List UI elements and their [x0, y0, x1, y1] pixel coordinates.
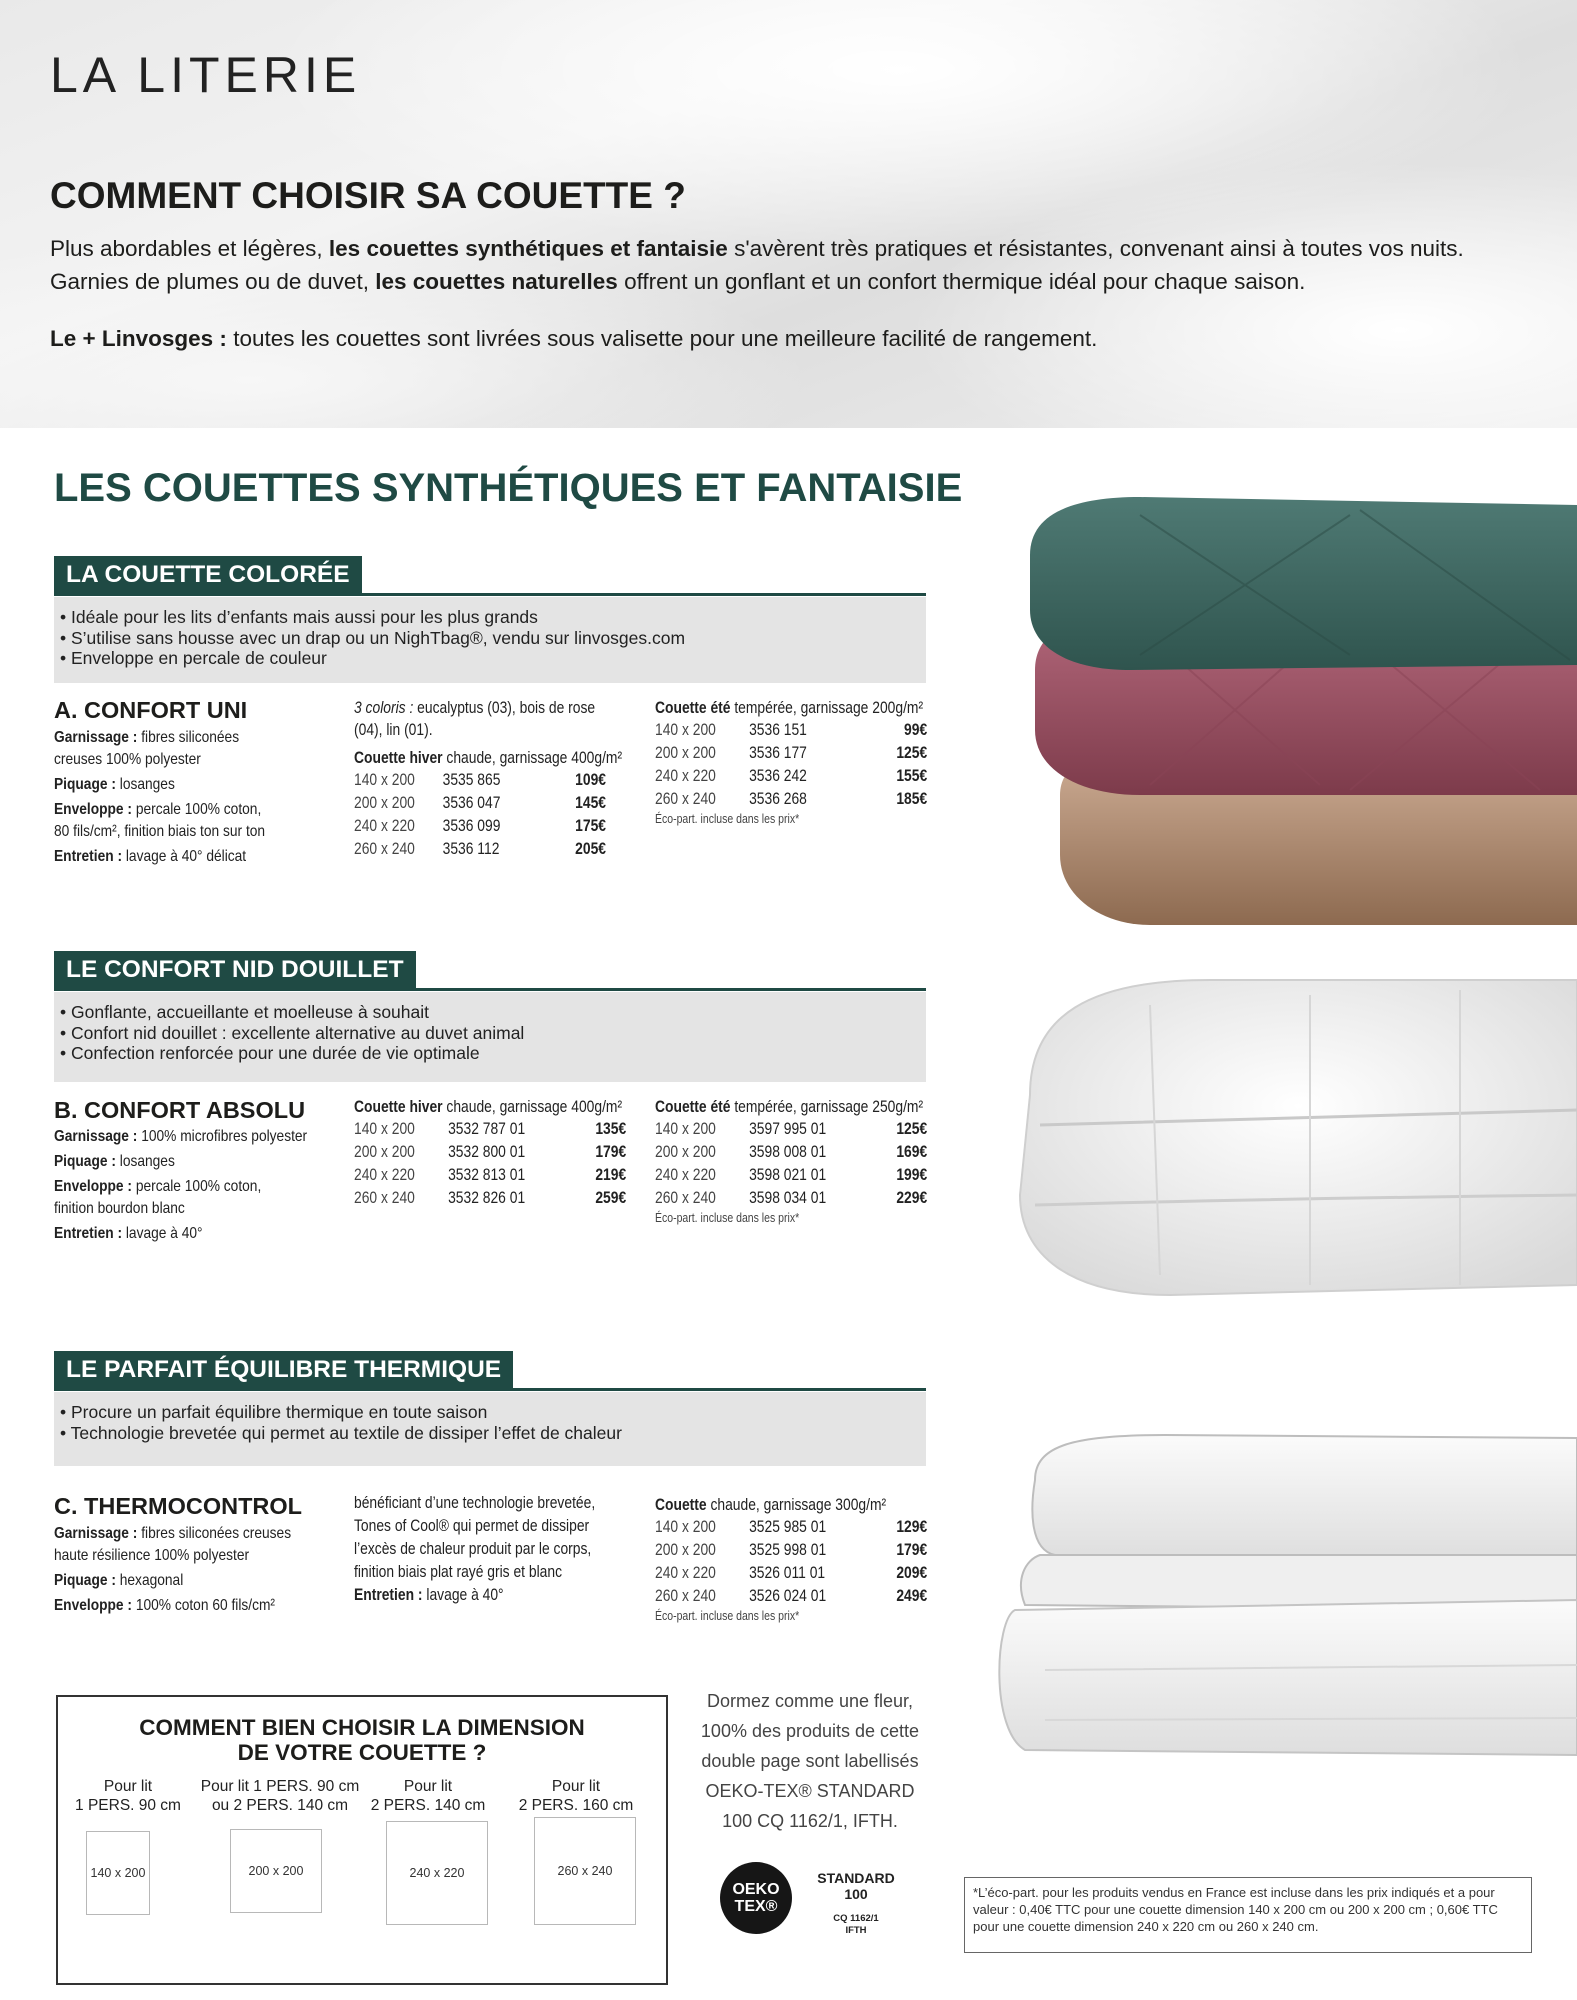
price-cell: 169€ — [896, 1143, 928, 1161]
standard-number: 100 — [844, 1886, 868, 1902]
size-cell: 240 x 220 — [354, 817, 415, 835]
size-cell: 260 x 240 — [655, 1587, 716, 1605]
table-header-rest: chaude, garnissage 400g/m² — [442, 1098, 623, 1116]
bed-width: 1 PERS. 90 cm — [75, 1797, 181, 1814]
feature-list — [54, 1392, 926, 1466]
table-row — [655, 1118, 927, 1141]
oeko-certificate — [808, 1913, 904, 1937]
table-row — [655, 1585, 927, 1608]
section-tag: LE CONFORT NID DOUILLET — [54, 951, 416, 989]
ref-cell: 3598 034 01 — [749, 1189, 827, 1207]
table-row — [354, 1164, 626, 1187]
main-title: LES COUETTES SYNTHÉTIQUES ET FANTAISIE — [54, 466, 963, 510]
spec-line — [54, 747, 312, 772]
price-cell: 199€ — [896, 1166, 928, 1184]
table-header — [655, 1494, 927, 1516]
spec-value: hexagonal — [115, 1572, 184, 1589]
price-cell: 179€ — [896, 1541, 928, 1559]
feature-item: • Idéale pour les lits d’enfants mais aussi pour les plus grands — [60, 607, 538, 627]
table-header — [655, 697, 927, 719]
oeko-logo-text: OEKO — [732, 1881, 780, 1898]
eco-part-note: Éco-part. incluse dans les prix* — [655, 1211, 800, 1225]
duvet-size-square: 260 x 240 — [534, 1817, 636, 1925]
price-cell: 145€ — [575, 794, 606, 812]
price-cell: 99€ — [904, 721, 928, 739]
feature-item: • Confection renforcée pour une durée de vie optimale — [60, 1043, 480, 1063]
size-cell: 240 x 220 — [354, 1166, 415, 1184]
spec-label: Piquage : — [54, 1153, 116, 1170]
bed-width: 2 PERS. 140 cm — [370, 1797, 486, 1814]
ref-cell: 3536 177 — [749, 744, 807, 762]
feature-list — [54, 597, 926, 683]
spec-line — [54, 1568, 312, 1593]
price-cell: 259€ — [595, 1189, 627, 1207]
spec-value: losanges — [115, 1153, 175, 1170]
price-cell: 175€ — [575, 817, 606, 835]
feature-item: • S’utilise sans housse avec un drap ou un NighTbag®, vendu sur linvosges.com — [60, 627, 686, 648]
table-row — [655, 1141, 927, 1164]
spec-value: creuses 100% polyester — [54, 751, 201, 768]
intro-paragraph — [50, 232, 1530, 298]
teal-duvet — [1030, 497, 1577, 670]
ref-cell: 3525 998 01 — [749, 1541, 827, 1559]
table-row — [354, 792, 606, 815]
size-cell: 140 x 200 — [655, 1518, 716, 1536]
size-cell: 240 x 220 — [655, 1564, 716, 1582]
eco-part-note: Éco-part. incluse dans les prix* — [655, 812, 800, 826]
spec-line — [54, 1196, 312, 1221]
size-guide-title-line: DE VOTRE COUETTE ? — [237, 1740, 487, 1765]
oeko-tex-statement: Dormez comme une fleur, 100% des produits de cette double page sont labellisés OEKO-TEX® STANDARD 100 CQ 1162/1, IFTH. — [700, 1691, 920, 1831]
spec-value: lavage à 40° délicat — [122, 848, 247, 865]
size-column — [58, 1777, 198, 1815]
table-row — [354, 769, 606, 792]
table-header-rest: chaude, garnissage 300g/m² — [706, 1496, 887, 1514]
spec-line — [54, 772, 312, 797]
price-table-winter — [354, 697, 623, 861]
certificate-number: CQ 1162/1 — [833, 1913, 879, 1924]
header-banner — [0, 0, 1577, 428]
white-duvet-image — [1010, 975, 1577, 1300]
size-column — [358, 1777, 498, 1815]
colored-duvets-image — [1020, 495, 1577, 925]
size-cell: 240 x 220 — [655, 767, 716, 785]
feature-item: • Confort nid douillet : excellente alternative au duvet animal — [60, 1022, 525, 1043]
thermocontrol-duvet-image — [985, 1430, 1577, 1760]
table-header-bold: Couette été — [655, 699, 731, 717]
table-row — [655, 719, 927, 742]
price-table — [655, 1118, 927, 1210]
spec-label: Garnissage : — [54, 1525, 138, 1542]
ref-cell: 3525 985 01 — [749, 1518, 827, 1536]
ref-cell: 3536 047 — [442, 794, 501, 812]
spec-value: losanges — [115, 776, 175, 793]
linvosges-plus — [50, 326, 1097, 352]
spec-line — [54, 1124, 312, 1149]
oeko-tex-logo — [720, 1862, 792, 1934]
size-cell: 240 x 220 — [655, 1166, 716, 1184]
size-cell: 200 x 200 — [655, 744, 716, 762]
price-cell: 219€ — [595, 1166, 627, 1184]
table-row — [655, 765, 927, 788]
size-cell: 140 x 200 — [655, 721, 716, 739]
size-cell: 140 x 200 — [354, 1120, 415, 1138]
spec-label: Enveloppe : — [54, 1178, 132, 1195]
table-row — [354, 838, 606, 861]
spec-value: 100% coton 60 fils/cm² — [131, 1597, 276, 1614]
ref-cell: 3536 151 — [749, 721, 807, 739]
table-row — [655, 1187, 927, 1210]
table-row — [655, 742, 927, 765]
table-row — [655, 1164, 927, 1187]
spec-value: 100% microfibres polyester — [137, 1128, 308, 1145]
price-cell: 205€ — [575, 840, 606, 858]
ref-cell: 3532 787 01 — [448, 1120, 526, 1138]
bed-type: Pour lit 1 PERS. 90 cm — [200, 1778, 360, 1795]
ref-cell: 3532 813 01 — [448, 1166, 526, 1184]
price-table — [354, 1118, 626, 1210]
ref-cell: 3597 995 01 — [749, 1120, 827, 1138]
product-name: C. THERMOCONTROL — [54, 1493, 303, 1519]
price-table-winter — [354, 1096, 626, 1210]
plus-label: Le + Linvosges : — [50, 326, 227, 351]
eco-part-note: Éco-part. incluse dans les prix* — [655, 1609, 800, 1623]
table-header-rest: tempérée, garnissage 250g/m² — [730, 1098, 924, 1116]
ref-cell: 3535 865 — [442, 771, 501, 789]
spec-label: Enveloppe : — [54, 1597, 132, 1614]
table-header-bold: Couette été — [655, 1098, 731, 1116]
spec-value: percale 100% coton, — [131, 801, 262, 818]
spec-label: Piquage : — [54, 776, 116, 793]
intro-highlight: les couettes naturelles — [375, 269, 618, 294]
spec-value: haute résilience 100% polyester — [54, 1547, 250, 1564]
price-cell: 249€ — [896, 1587, 928, 1605]
standard-label: STANDARD — [817, 1870, 895, 1886]
spec-value: fibres siliconées creuses — [137, 1525, 292, 1542]
intro-text: offrent un gonflant et un confort thermique idéal pour chaque saison. — [617, 269, 1306, 294]
table-row — [354, 1187, 626, 1210]
price-cell: 125€ — [896, 1120, 928, 1138]
size-cell: 260 x 240 — [354, 840, 415, 858]
colors-label: 3 coloris : — [354, 699, 414, 717]
price-cell: 125€ — [896, 744, 928, 762]
bed-type: Pour lit — [103, 1778, 153, 1795]
ref-cell: 3536 268 — [749, 790, 807, 808]
feature-item: • Procure un parfait équilibre thermique en toute saison — [60, 1402, 488, 1422]
table-row — [354, 815, 606, 838]
size-guide-title — [58, 1715, 666, 1765]
table-row — [655, 1562, 927, 1585]
bed-width: 2 PERS. 160 cm — [518, 1797, 634, 1814]
price-table-summer — [655, 697, 927, 827]
product-specs — [54, 725, 312, 869]
bed-width: ou 2 PERS. 140 cm — [211, 1797, 349, 1814]
table-header-bold: Couette — [655, 1496, 707, 1514]
size-cell: 140 x 200 — [354, 771, 415, 789]
spec-line — [54, 1593, 312, 1618]
table-row — [655, 788, 927, 811]
spec-value: 80 fils/cm², finition biais ton sur ton — [54, 823, 266, 840]
spec-label: Entretien : — [54, 1225, 123, 1242]
product-specs — [54, 1521, 312, 1618]
bed-type: Pour lit — [403, 1778, 453, 1795]
table-header-rest: chaude, garnissage 400g/m² — [442, 749, 623, 767]
eco-part-footnote: *L’éco-part. pour les produits vendus en France est incluse dans les prix indiqués et a pour valeur : 0,40€ TTC pour une couette dimension 140 x 200 cm ou 200 x 200 cm ; 0,60€ TTC pour une couette dimension 240 x 220 cm ou 260 x 240 cm. — [964, 1877, 1532, 1953]
bed-type: Pour lit — [551, 1778, 601, 1795]
size-cell: 200 x 200 — [655, 1143, 716, 1161]
size-column — [506, 1777, 646, 1815]
table-header-bold: Couette hiver — [354, 1098, 443, 1116]
oeko-logo-text: TEX® — [734, 1898, 778, 1915]
spec-line — [54, 1543, 312, 1568]
spec-label: Garnissage : — [54, 729, 138, 746]
price-table — [655, 1516, 927, 1608]
price-cell: 179€ — [595, 1143, 627, 1161]
price-table — [354, 769, 606, 861]
table-header — [354, 747, 623, 769]
price-table-summer — [655, 1096, 927, 1226]
price-table — [655, 719, 927, 811]
table-header-rest: tempérée, garnissage 200g/m² — [730, 699, 924, 717]
section-title: LA LITERIE — [50, 47, 362, 103]
ref-cell: 3536 099 — [442, 817, 501, 835]
size-column — [200, 1777, 360, 1815]
spec-line — [54, 844, 312, 869]
intro-highlight: les couettes synthétiques et fantaisie — [328, 236, 728, 261]
spec-label: Entretien : — [354, 1586, 423, 1604]
ref-cell: 3526 024 01 — [749, 1587, 827, 1605]
spec-value: fibres siliconées — [137, 729, 240, 746]
price-cell: 129€ — [896, 1518, 928, 1536]
price-cell: 109€ — [575, 771, 606, 789]
size-cell: 200 x 200 — [354, 1143, 415, 1161]
table-header — [655, 1096, 927, 1118]
product-name: A. CONFORT UNI — [54, 697, 248, 723]
ref-cell: 3536 112 — [442, 840, 500, 858]
ref-cell: 3532 800 01 — [448, 1143, 526, 1161]
duvet-size-square: 140 x 200 — [86, 1831, 150, 1915]
table-row — [354, 1141, 626, 1164]
section-tag: LA COUETTE COLORÉE — [54, 556, 362, 594]
spec-label: Entretien : — [54, 848, 123, 865]
page-heading: COMMENT CHOISIR SA COUETTE ? — [50, 175, 686, 216]
table-row — [655, 1539, 927, 1562]
oeko-standard — [808, 1870, 904, 1902]
section-tag: LE PARFAIT ÉQUILIBRE THERMIQUE — [54, 1351, 513, 1389]
technology-note — [354, 1492, 606, 1606]
spec-value: percale 100% coton, — [131, 1178, 262, 1195]
duvet-size-square: 200 x 200 — [230, 1829, 322, 1913]
ref-cell: 3536 242 — [749, 767, 807, 785]
size-cell: 260 x 240 — [655, 790, 716, 808]
size-guide-box — [56, 1695, 668, 1985]
size-guide-title-line: COMMENT BIEN CHOISIR LA DIMENSION — [139, 1715, 585, 1740]
product-specs — [54, 1124, 312, 1246]
spec-label: Enveloppe : — [54, 801, 132, 818]
product-name: B. CONFORT ABSOLU — [54, 1097, 306, 1123]
spec-line — [54, 1221, 312, 1246]
price-cell: 229€ — [896, 1189, 928, 1207]
colors-note — [354, 697, 606, 741]
technology-text: bénéficiant d’une technologie brevetée, Tones of Cool® qui permet de dissiper l’excès de chaleur produit par le corps, finition biais plat rayé gris et blanc — [354, 1494, 596, 1581]
spec-value: lavage à 40° — [122, 1225, 203, 1242]
care-line — [354, 1584, 606, 1606]
feature-item: • Gonflante, accueillante et moelleuse à souhait — [60, 1002, 429, 1022]
price-cell: 209€ — [896, 1564, 928, 1582]
spec-label: Piquage : — [54, 1572, 116, 1589]
feature-list — [54, 992, 926, 1082]
spec-value: finition bourdon blanc — [54, 1200, 185, 1217]
spec-value: lavage à 40° — [422, 1586, 504, 1604]
table-header-bold: Couette hiver — [354, 749, 443, 767]
certificate-institute: IFTH — [845, 1925, 867, 1936]
price-cell: 135€ — [595, 1120, 627, 1138]
duvet-size-square: 240 x 220 — [386, 1821, 488, 1925]
plus-text: toutes les couettes sont livrées sous valisette pour une meilleure facilité de rangement. — [226, 326, 1098, 351]
feature-item: • Technologie brevetée qui permet au textile de dissiper l’effet de chaleur — [60, 1422, 622, 1443]
spec-line — [54, 819, 312, 844]
size-cell: 260 x 240 — [655, 1189, 716, 1207]
table-row — [655, 1516, 927, 1539]
table-header — [354, 1096, 626, 1118]
intro-text: s'avèrent très pratiques et résistantes, convenant ainsi à toutes vos nuits. — [727, 236, 1464, 261]
feature-item: • Enveloppe en percale de couleur — [60, 648, 327, 668]
size-cell: 200 x 200 — [655, 1541, 716, 1559]
size-cell: 140 x 200 — [655, 1120, 716, 1138]
ref-cell: 3526 011 01 — [749, 1564, 826, 1582]
intro-text: Garnies de plumes ou de duvet, — [50, 269, 376, 294]
intro-text: Plus abordables et légères, — [50, 236, 329, 261]
table-row — [354, 1118, 626, 1141]
colors-text: eucalyptus (03), bois de rose (04), lin (01). — [354, 699, 596, 739]
size-cell: 200 x 200 — [354, 794, 415, 812]
price-cell: 185€ — [896, 790, 928, 808]
price-table-thermo — [655, 1494, 927, 1624]
price-cell: 155€ — [896, 767, 928, 785]
spec-label: Garnissage : — [54, 1128, 138, 1145]
ref-cell: 3598 021 01 — [749, 1166, 827, 1184]
ref-cell: 3598 008 01 — [749, 1143, 827, 1161]
ref-cell: 3532 826 01 — [448, 1189, 526, 1207]
size-cell: 260 x 240 — [354, 1189, 415, 1207]
spec-line — [54, 1149, 312, 1174]
